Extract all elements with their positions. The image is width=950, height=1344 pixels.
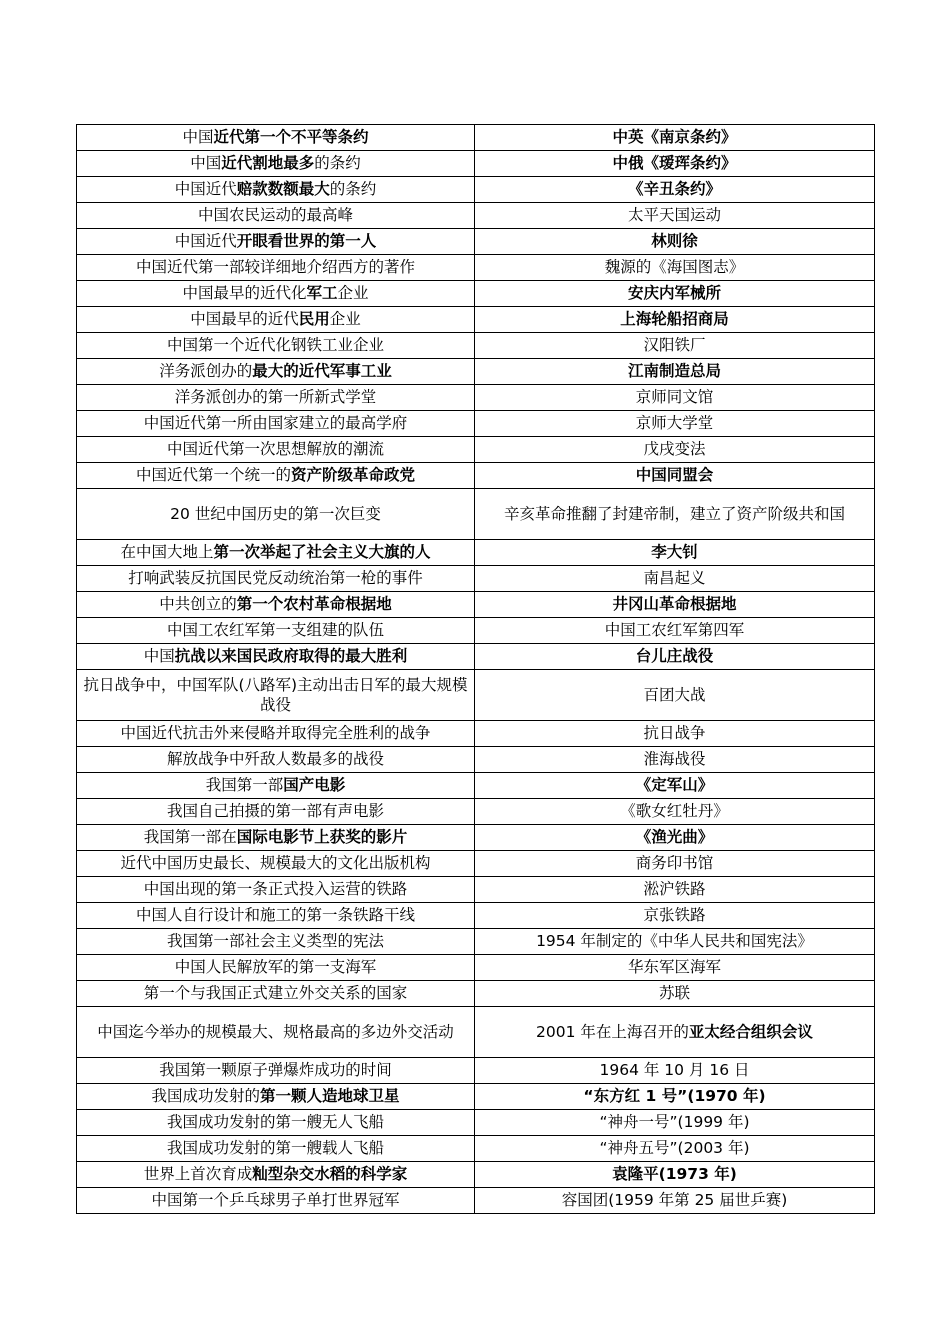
cell-text: 中国迄今举办的规模最大、规格最高的多边外交活动 — [97, 1022, 454, 1041]
emphasized-text: 第一颗人造地球卫星 — [260, 1087, 400, 1105]
cell-text: 京张铁路 — [643, 906, 706, 924]
cell-text: 百团大战 — [643, 685, 706, 704]
cell-text: 中国第一个乒乓球男子单打世界冠军 — [151, 1191, 400, 1209]
question-cell — [77, 1084, 475, 1110]
table-row — [77, 955, 875, 981]
table-row — [77, 463, 875, 489]
cell-text: 企业 — [329, 310, 361, 328]
emphasized-text: “东方红 1 号”(1970 年) — [583, 1087, 766, 1105]
answer-cell — [475, 592, 875, 618]
table-row — [77, 721, 875, 747]
emphasized-text: 开眼看世界的第一人 — [236, 232, 377, 250]
cell-text: 中国工农红军第一支组建的队伍 — [166, 621, 384, 639]
question-cell — [77, 281, 475, 307]
cell-text: 在中国大地上 — [120, 543, 214, 561]
cell-text: 淮海战役 — [643, 750, 706, 768]
emphasized-text: 最大的近代军事工业 — [252, 362, 392, 380]
table-row — [77, 1007, 875, 1058]
question-cell — [77, 229, 475, 255]
question-cell — [77, 644, 475, 670]
emphasized-text: 《定军山》 — [635, 776, 714, 794]
question-cell — [77, 385, 475, 411]
cell-text: 中国最早的近代 — [190, 310, 299, 328]
cell-text: 第一个与我国正式建立外交关系的国家 — [143, 984, 408, 1002]
table-row — [77, 592, 875, 618]
question-cell — [77, 540, 475, 566]
question-cell — [77, 799, 475, 825]
answer-cell — [475, 1110, 875, 1136]
table-row — [77, 825, 875, 851]
cell-text: “神舟五号”(2003 年) — [599, 1139, 750, 1157]
question-cell — [77, 177, 475, 203]
cell-text: 洋务派创办的 — [159, 362, 253, 380]
emphasized-text: 上海轮船招商局 — [620, 310, 729, 328]
cell-text: 2001 年在上海召开的 — [536, 1022, 689, 1041]
emphasized-text: 安庆内军械所 — [627, 284, 721, 302]
answer-cell — [475, 307, 875, 333]
question-cell — [77, 981, 475, 1007]
cell-text: 中国近代抗击外来侵略并取得完全胜利的战争 — [120, 724, 431, 742]
answer-cell — [475, 929, 875, 955]
cell-text: 京师大学堂 — [635, 414, 714, 432]
emphasized-text: 国际电影节上获奖的影片 — [236, 828, 408, 846]
table-row — [77, 1084, 875, 1110]
answer-cell — [475, 1188, 875, 1214]
table-row — [77, 903, 875, 929]
cell-text: 汉阳铁厂 — [643, 336, 706, 354]
cell-text: 20 世纪中国历史的第一次巨变 — [170, 504, 381, 523]
cell-text: 中国第一个近代化钢铁工业企业 — [166, 336, 384, 354]
cell-text: 1964 年 10 月 16 日 — [599, 1061, 750, 1079]
cell-text: 苏联 — [658, 984, 690, 1002]
emphasized-text: 井冈山革命根据地 — [612, 595, 737, 613]
emphasized-text: 第一个农村革命根据地 — [236, 595, 392, 613]
cell-text: 辛亥革命推翻了封建帝制，建立了资产阶级共和国 — [503, 504, 845, 523]
answer-cell — [475, 747, 875, 773]
cell-text: 中国工农红军第四军 — [604, 621, 745, 639]
question-cell — [77, 592, 475, 618]
table-row — [77, 851, 875, 877]
emphasized-text: 抗战以来国民政府取得的最大胜利 — [174, 647, 408, 665]
table-row — [77, 359, 875, 385]
cell-text: 的条约 — [314, 154, 361, 172]
cell-text: 容国团(1959 年第 25 届世乒赛) — [561, 1191, 788, 1209]
question-cell — [77, 1136, 475, 1162]
emphasized-text: 《辛丑条约》 — [627, 180, 721, 198]
table-row — [77, 151, 875, 177]
answer-cell — [475, 566, 875, 592]
cell-text: 1954 年制定的《中华人民共和国宪法》 — [536, 932, 813, 950]
answer-cell — [475, 125, 875, 151]
answer-cell — [475, 1007, 875, 1058]
table-row — [77, 566, 875, 592]
question-cell — [77, 359, 475, 385]
table-row — [77, 333, 875, 359]
answer-cell — [475, 981, 875, 1007]
emphasized-text: 军工 — [306, 284, 338, 302]
table-row — [77, 385, 875, 411]
cell-text: 我国第一部社会主义类型的宪法 — [166, 932, 384, 950]
answer-cell — [475, 955, 875, 981]
answer-cell — [475, 825, 875, 851]
cell-text: 中国近代 — [174, 232, 237, 250]
question-cell — [77, 825, 475, 851]
cell-text: 中国 — [143, 647, 175, 665]
facts-table — [76, 124, 875, 1214]
cell-text: 中国近代第一个统一的 — [135, 466, 291, 484]
cell-text: 中国最早的近代化 — [182, 284, 307, 302]
cell-text: 中国近代 — [174, 180, 237, 198]
table-row — [77, 229, 875, 255]
emphasized-text: 台儿庄战役 — [635, 647, 714, 665]
emphasized-text: 亚太经合组织会议 — [688, 1022, 813, 1041]
question-cell — [77, 851, 475, 877]
cell-text: 中共创立的 — [159, 595, 237, 613]
table-row — [77, 125, 875, 151]
answer-cell — [475, 799, 875, 825]
cell-text: 京师同文馆 — [635, 388, 714, 406]
answer-cell — [475, 177, 875, 203]
emphasized-text: 第一次举起了社会主义大旗的人 — [213, 543, 431, 561]
answer-cell — [475, 851, 875, 877]
cell-text: 我国第一部在 — [143, 828, 237, 846]
emphasized-text: 中英《南京条约》 — [612, 128, 737, 146]
question-cell — [77, 125, 475, 151]
question-cell — [77, 566, 475, 592]
question-cell — [77, 255, 475, 281]
table-row — [77, 1136, 875, 1162]
table-row — [77, 981, 875, 1007]
cell-text: 世界上首次育成 — [143, 1165, 253, 1183]
answer-cell — [475, 773, 875, 799]
answer-cell — [475, 644, 875, 670]
question-cell — [77, 1007, 475, 1058]
emphasized-text: 袁隆平(1973 年) — [612, 1165, 737, 1183]
question-cell — [77, 203, 475, 229]
cell-text: 抗日战争中，中国军队(八路军)主动出击日军的最大规模战役 — [83, 675, 468, 714]
question-cell — [77, 773, 475, 799]
question-cell — [77, 151, 475, 177]
facts-table-body — [77, 125, 875, 1214]
cell-text: 华东军区海军 — [627, 958, 721, 976]
cell-text: 商务印书馆 — [635, 854, 714, 872]
emphasized-text: 资产阶级革命政党 — [291, 466, 416, 484]
table-row — [77, 540, 875, 566]
table-row — [77, 411, 875, 437]
emphasized-text: 中俄《瑷珲条约》 — [612, 154, 737, 172]
question-cell — [77, 437, 475, 463]
question-cell — [77, 411, 475, 437]
cell-text: 中国农民运动的最高峰 — [197, 206, 353, 224]
cell-text: 中国近代第一所由国家建立的最高学府 — [143, 414, 408, 432]
question-cell — [77, 1110, 475, 1136]
cell-text: 中国人自行设计和施工的第一条铁路干线 — [135, 906, 415, 924]
question-cell — [77, 1058, 475, 1084]
table-row — [77, 307, 875, 333]
table-row — [77, 929, 875, 955]
cell-text: 中国出现的第一条正式投入运营的铁路 — [143, 880, 408, 898]
cell-text: 中国近代第一次思想解放的潮流 — [166, 440, 384, 458]
emphasized-text: 林则徐 — [651, 232, 698, 250]
cell-text: 解放战争中歼敌人数最多的战役 — [166, 750, 384, 768]
question-cell — [77, 721, 475, 747]
table-row — [77, 1162, 875, 1188]
answer-cell — [475, 903, 875, 929]
cell-text: 我国第一颗原子弹爆炸成功的时间 — [159, 1061, 392, 1079]
answer-cell — [475, 1162, 875, 1188]
table-row — [77, 773, 875, 799]
cell-text: 中国人民解放军的第一支海军 — [174, 958, 377, 976]
table-row — [77, 747, 875, 773]
emphasized-text: 近代割地最多 — [221, 154, 315, 172]
cell-text: “神舟一号”(1999 年) — [599, 1113, 750, 1131]
answer-cell — [475, 1084, 875, 1110]
answer-cell — [475, 359, 875, 385]
emphasized-text: 中国同盟会 — [635, 466, 714, 484]
table-row — [77, 1058, 875, 1084]
question-cell — [77, 1162, 475, 1188]
question-cell — [77, 903, 475, 929]
question-cell — [77, 463, 475, 489]
table-row — [77, 1110, 875, 1136]
cell-text: 我国自己拍摄的第一部有声电影 — [166, 802, 384, 820]
emphasized-text: 籼型杂交水稻的科学家 — [252, 1165, 408, 1183]
answer-cell — [475, 255, 875, 281]
question-cell — [77, 877, 475, 903]
question-cell — [77, 1188, 475, 1214]
cell-text: 洋务派创办的第一所新式学堂 — [174, 388, 377, 406]
cell-text: 我国成功发射的第一艘无人飞船 — [166, 1113, 384, 1131]
table-row — [77, 618, 875, 644]
answer-cell — [475, 229, 875, 255]
answer-cell — [475, 1136, 875, 1162]
answer-cell — [475, 670, 875, 721]
emphasized-text: 近代第一个不平等条约 — [213, 128, 369, 146]
emphasized-text: 江南制造总局 — [627, 362, 721, 380]
question-cell — [77, 307, 475, 333]
cell-text: 南昌起义 — [643, 569, 706, 587]
answer-cell — [475, 877, 875, 903]
table-row — [77, 437, 875, 463]
cell-text: 我国成功发射的第一艘载人飞船 — [166, 1139, 384, 1157]
answer-cell — [475, 489, 875, 540]
question-cell — [77, 747, 475, 773]
answer-cell — [475, 385, 875, 411]
table-row — [77, 644, 875, 670]
question-cell — [77, 618, 475, 644]
table-row — [77, 203, 875, 229]
cell-text: 中国 — [190, 154, 222, 172]
table-row — [77, 255, 875, 281]
table-row — [77, 1188, 875, 1214]
cell-text: 《歌女红牡丹》 — [620, 802, 729, 820]
answer-cell — [475, 437, 875, 463]
cell-text: 我国第一部 — [205, 776, 284, 794]
cell-text: 的条约 — [329, 180, 377, 198]
answer-cell — [475, 540, 875, 566]
question-cell — [77, 489, 475, 540]
emphasized-text: 国产电影 — [283, 776, 346, 794]
answer-cell — [475, 151, 875, 177]
question-cell — [77, 670, 475, 721]
table-row — [77, 799, 875, 825]
answer-cell — [475, 721, 875, 747]
cell-text: 中国近代第一部较详细地介绍西方的著作 — [135, 258, 415, 276]
table-row — [77, 489, 875, 540]
answer-cell — [475, 203, 875, 229]
cell-text: 太平天国运动 — [627, 206, 721, 224]
cell-text: 中国 — [182, 128, 214, 146]
answer-cell — [475, 463, 875, 489]
question-cell — [77, 333, 475, 359]
emphasized-text: 民用 — [298, 310, 330, 328]
cell-text: 近代中国历史最长、规模最大的文化出版机构 — [120, 854, 431, 872]
emphasized-text: 赔款数额最大 — [236, 180, 330, 198]
cell-text: 我国成功发射的 — [151, 1087, 260, 1105]
answer-cell — [475, 411, 875, 437]
cell-text: 淞沪铁路 — [643, 880, 706, 898]
table-row — [77, 877, 875, 903]
emphasized-text: 《渔光曲》 — [635, 828, 714, 846]
cell-text: 魏源的《海国图志》 — [604, 258, 745, 276]
emphasized-text: 李大钊 — [651, 543, 698, 561]
table-row — [77, 177, 875, 203]
question-cell — [77, 929, 475, 955]
answer-cell — [475, 618, 875, 644]
cell-text: 企业 — [337, 284, 369, 302]
table-row — [77, 670, 875, 721]
question-cell — [77, 955, 475, 981]
cell-text: 抗日战争 — [643, 724, 706, 742]
answer-cell — [475, 333, 875, 359]
cell-text: 戊戌变法 — [643, 440, 706, 458]
answer-cell — [475, 1058, 875, 1084]
answer-cell — [475, 281, 875, 307]
cell-text: 打响武装反抗国民党反动统治第一枪的事件 — [128, 569, 423, 587]
table-row — [77, 281, 875, 307]
facts-sheet — [76, 124, 874, 1214]
